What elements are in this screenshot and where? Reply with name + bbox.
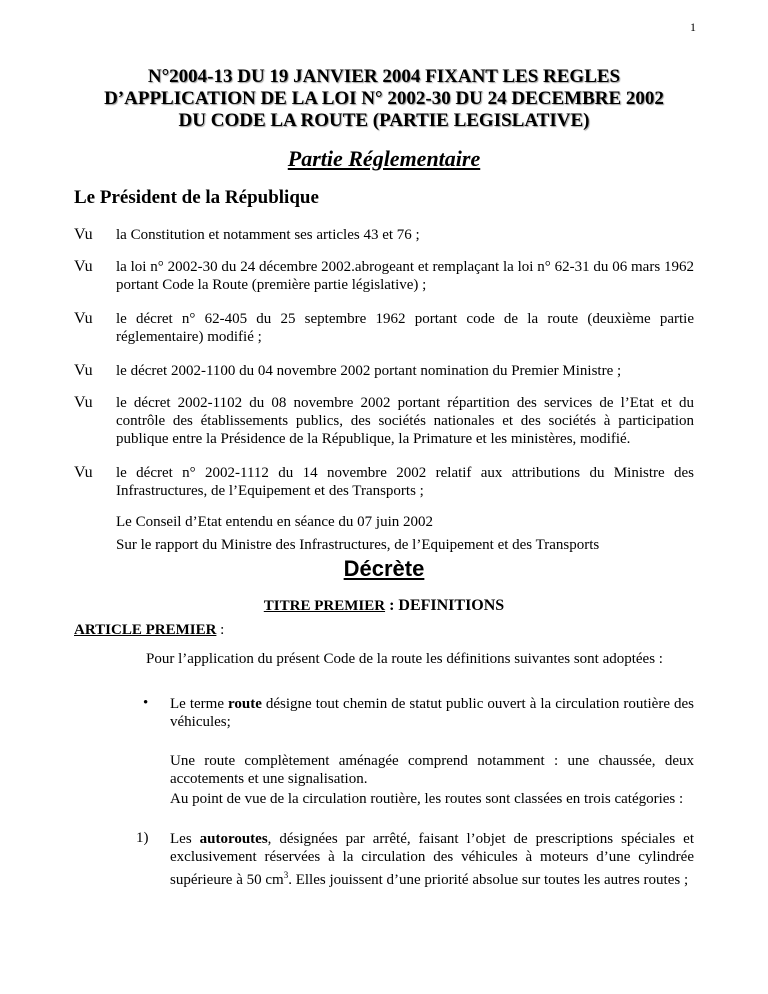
titre-name: DEFINITIONS — [398, 597, 505, 614]
text: Les — [170, 831, 200, 847]
vu-text: la Constitution et notamment ses articles 43 et 76 ; — [116, 227, 420, 243]
subtitle: Partie Réglementaire — [287, 146, 481, 171]
title-line: DU CODE LA ROUTE (PARTIE LEGISLATIVE) — [178, 110, 590, 131]
decrete-heading: Décrète — [343, 556, 425, 581]
vu-label: Vu — [74, 362, 93, 379]
vu-text: la loi n° 2002-30 du 24 décembre 2002.abrogeant et remplaçant la loi n° 62-31 du 06 mars 1962 portant Code la Route (première partie législative) ; — [116, 259, 694, 293]
title-line: D’APPLICATION DE LA LOI N° 2002-30 DU 24 DECEMBRE 2002 — [104, 88, 664, 109]
vu-text: le décret n° 62-405 du 25 septembre 1962 portant code de la route (deuxième partie réglementaire) modifié ; — [116, 311, 694, 345]
vu-text: le décret 2002-1100 du 04 novembre 2002 portant nomination du Premier Ministre ; — [116, 363, 622, 379]
term-route: route — [227, 696, 262, 712]
vu-text: le décret n° 2002-1112 du 14 novembre 2002 relatif aux attributions du Ministre des Infrastructures, de l’Equipement et des Transports ; — [116, 465, 694, 499]
vu-text: le décret 2002-1102 du 08 novembre 2002 portant répartition des services de l’Etat et du contrôle des établissements publics, des sociétés nationales et des sociétés à participation publique entre la Présidence de la République, la Primature et les ministères, modifié. — [116, 395, 694, 447]
article-heading — [74, 622, 224, 639]
conseil-line: Le Conseil d’Etat entendu en séance du 07 juin 2002 — [116, 514, 433, 530]
number-marker: 1) — [136, 830, 149, 846]
vu-item — [74, 464, 694, 500]
vu-item — [74, 394, 694, 448]
vu-label: Vu — [74, 226, 93, 243]
article-intro: Pour l’application du présent Code de la route les définitions suivantes sont adoptées : — [146, 651, 663, 667]
president-heading: Le Président de la République — [74, 187, 319, 208]
document-title — [40, 66, 728, 132]
text: , désignées par arrêté, faisant l’objet de prescriptions spéciales et exclusivement réservées à la circulation des véhicules à moteurs d’une cylindrée supérieure à 50 cm — [170, 831, 694, 888]
article-label: ARTICLE PREMIER — [74, 622, 217, 638]
term-autoroutes: autoroutes — [199, 831, 268, 847]
text: désigne tout chemin de statut public ouvert à la circulation routière des véhicules; — [170, 696, 694, 730]
titre-heading — [0, 597, 768, 615]
paragraph-amenagee: Une route complètement aménagée comprend notamment : une chaussée, deux accotements et une signalisation. — [170, 753, 694, 787]
vu-item — [74, 362, 694, 380]
bullet-marker: • — [143, 695, 149, 711]
page-number: 1 — [690, 20, 696, 34]
definition-route — [170, 695, 694, 731]
article-suffix: : — [216, 622, 225, 638]
vu-item — [74, 310, 694, 346]
rapport-line: Sur le rapport du Ministre des Infrastructures, de l’Equipement et des Transports — [116, 537, 600, 553]
vu-label: Vu — [74, 394, 93, 411]
definition-autoroutes — [170, 830, 694, 889]
titre-label: TITRE PREMIER — [263, 598, 386, 614]
vu-item — [74, 226, 694, 244]
text: Le terme — [170, 696, 228, 712]
paragraph-categories: Au point de vue de la circulation routière, les routes sont classées en trois catégories : — [170, 791, 684, 807]
text: . Elles jouissent d’une priorité absolue sur toutes les autres routes ; — [288, 872, 689, 888]
superscript: 3 — [283, 870, 289, 880]
vu-label: Vu — [74, 464, 93, 481]
vu-item — [74, 258, 694, 294]
title-line: N°2004-13 DU 19 JANVIER 2004 FIXANT LES REGLES — [147, 66, 621, 87]
vu-label: Vu — [74, 258, 93, 275]
titre-separator: : — [385, 597, 399, 614]
vu-label: Vu — [74, 310, 93, 327]
